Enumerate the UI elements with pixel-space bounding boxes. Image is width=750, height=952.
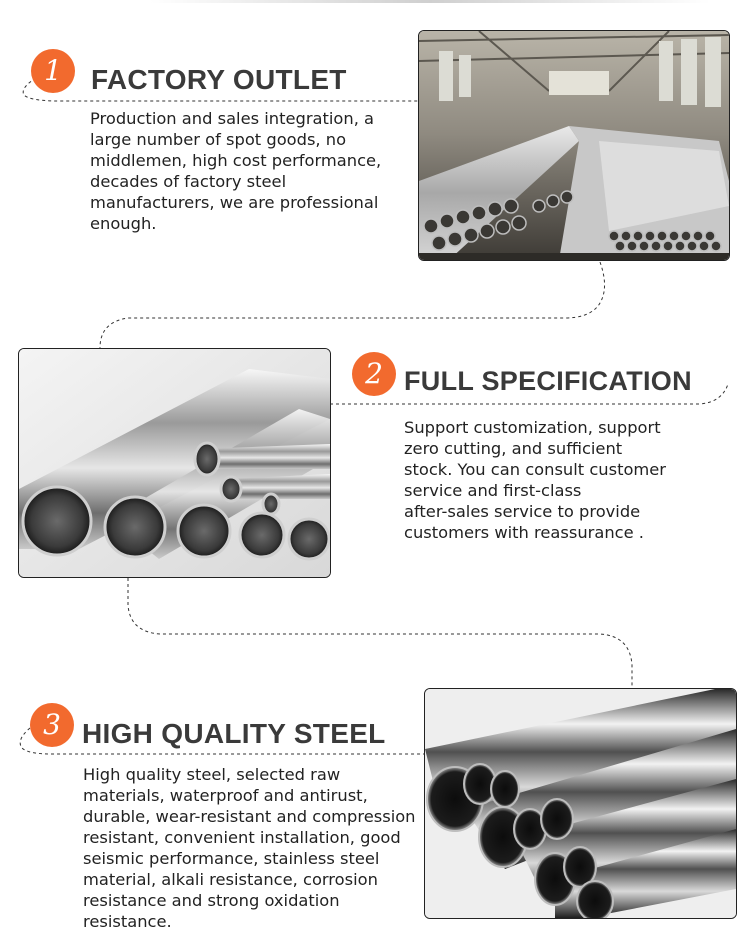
text-line: stock. You can consult customer <box>404 460 667 479</box>
text-line: customers with reassurance . <box>404 523 644 542</box>
text-line: material, alkali resistance, corrosion <box>83 870 378 889</box>
text-line: manufacturers, we are professional <box>90 193 379 212</box>
section-title: FACTORY OUTLET <box>91 64 347 95</box>
text-line: decades of factory steel <box>90 172 287 191</box>
warehouse-photo <box>418 30 730 261</box>
text-line: seismic performance, stainless steel <box>83 849 380 868</box>
text-line: after-sales service to provide <box>404 502 641 521</box>
section-number-badge: 1 <box>31 49 75 93</box>
section-title: FULL SPECIFICATION <box>404 366 692 396</box>
text-line: zero cutting, and sufficient <box>404 439 623 458</box>
text-line: resistant, convenient installation, good <box>83 828 401 847</box>
text-line: large number of spot goods, no <box>90 130 347 149</box>
section-number-badge: 3 <box>30 703 74 747</box>
section-description <box>83 764 416 932</box>
dark-pipes-photo <box>424 688 737 919</box>
text-line: middlemen, high cost performance, <box>90 151 382 170</box>
text-line: resistance and strong oxidation <box>83 891 340 910</box>
section-title: HIGH QUALITY STEEL <box>82 718 386 749</box>
text-line: durable, wear-resistant and compression <box>83 807 416 826</box>
text-line: High quality steel, selected raw <box>83 765 341 784</box>
section-description <box>90 108 381 234</box>
section-number-badge: 2 <box>352 352 396 396</box>
text-line: Production and sales integration, a <box>90 109 375 128</box>
text-line: service and first-class <box>404 481 582 500</box>
polished-pipes-photo <box>18 348 331 578</box>
text-line: materials, waterproof and antirust, <box>83 786 368 805</box>
section-description <box>404 417 666 543</box>
text-line: Support customization, support <box>404 418 661 437</box>
text-line: resistance. <box>83 912 172 931</box>
text-line: enough. <box>90 214 157 233</box>
